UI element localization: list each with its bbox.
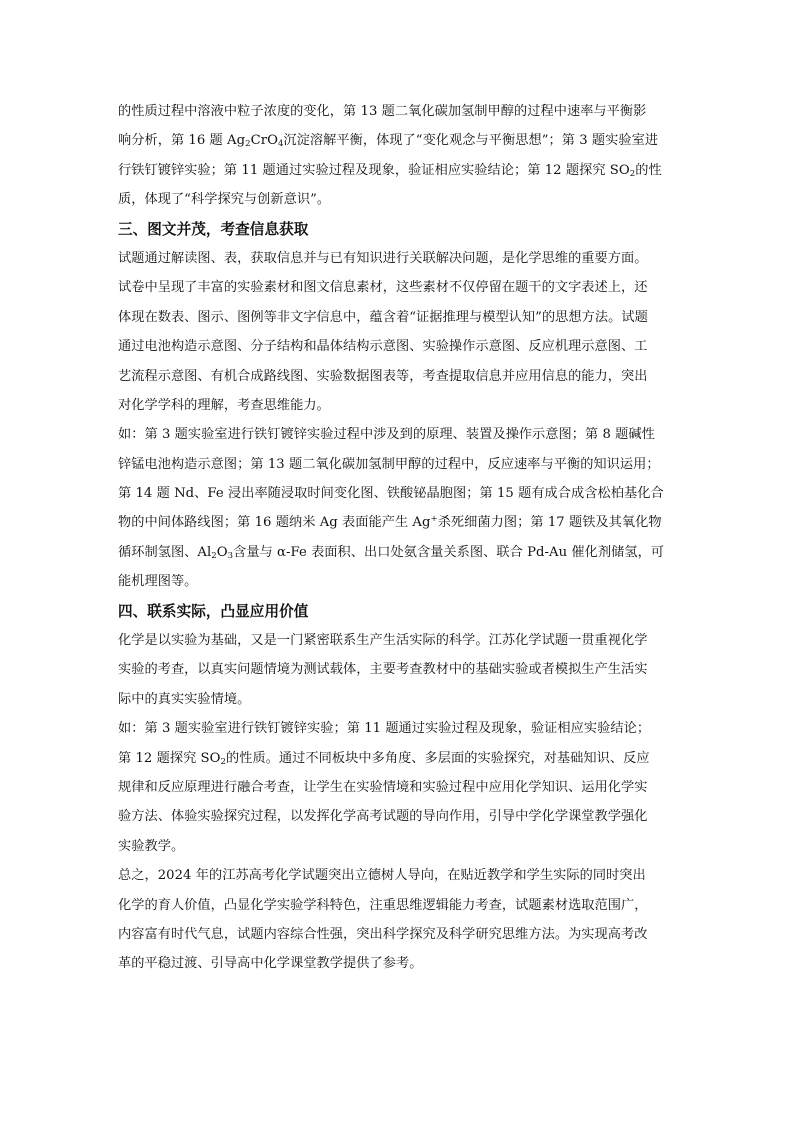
subscript: 3 xyxy=(227,550,234,561)
text-line: 内容富有时代气息，试题内容综合性强，突出科学探究及科学研究思维方法。为实现高考改 xyxy=(118,926,648,942)
text-span: O xyxy=(216,544,228,560)
text-line xyxy=(118,538,680,567)
text-line: 体现在数表、图示、图例等非文字信息中，蕴含着“证据推理与模型认知”的思想方法。试题 xyxy=(118,309,648,325)
text-span: 响分析，第 16 题 Ag xyxy=(118,133,246,149)
text-line: 对化学学科的理解，考查思维能力。 xyxy=(118,397,330,413)
superscript: + xyxy=(430,514,438,525)
text-line: 规律和反应原理进行融合考查，让学生在实验情境和实验过程中应用化学知识、运用化学实 xyxy=(118,779,648,795)
text-line xyxy=(118,508,680,537)
text-span: 沉淀溶解平衡，体现了“变化观念与平衡思想”；第 3 题实验室进 xyxy=(283,133,659,149)
text-line: 能机理图等。 xyxy=(118,574,198,590)
subscript: 2 xyxy=(245,139,251,150)
text-line: 第 14 题 Nd、Fe 浸出率随浸取时间变化图、铁酸铋晶胞图；第 15 题有成合成含松柏基化合 xyxy=(118,486,664,502)
text-line: 通过电池构造示意图、分子结构和晶体结构示意图、实验操作示意图、反应机理示意图、工 xyxy=(118,339,648,355)
text-span: CrO xyxy=(250,133,278,149)
text-span: 的性质。通过不同板块中多角度、多层面的实验探究，对基础知识、反应 xyxy=(225,750,650,766)
text-span: 行铁钉镀锌实验；第 11 题通过实验过程及现象，验证相应实验结论；第 12 题探究 SO xyxy=(118,162,630,178)
text-line xyxy=(118,156,680,185)
text-line: 际中的真实实验情境。 xyxy=(118,691,251,707)
text-span: 含量与 α-Fe 表面积、出口处氨含量关系图、联合 Pd-Au 催化剂储氢，可 xyxy=(233,544,665,560)
text-line xyxy=(118,185,680,214)
text-span: 的性 xyxy=(635,162,662,178)
section-heading: 四、联系实际，凸显应用价值 xyxy=(118,602,309,620)
document-body xyxy=(118,97,680,979)
text-line: 如：第 3 题实验室进行铁钉镀锌实验；第 11 题通过实验过程及现象，验证相应实验结论； xyxy=(118,721,651,737)
text-line: 总之，2024 年的江苏高考化学试题突出立德树人导向，在贴近教学和学生实际的同时突出 xyxy=(118,868,646,884)
text-span: 物的中间体路线图；第 16 题纳米 Ag 表面能产生 Ag xyxy=(118,515,431,531)
text-line xyxy=(118,97,680,126)
text-line: 试题通过解读图、表，获取信息并与已有知识进行关联解决问题，是化学思维的重要方面。 xyxy=(118,250,648,266)
text-line: 锌锰电池构造示意图；第 13 题二氧化碳加氢制甲醇的过程中，反应速率与平衡的知识运用； xyxy=(118,456,660,472)
text-line: 革的平稳过渡、引导高中化学课堂教学提供了参考。 xyxy=(118,956,423,972)
text-line xyxy=(118,744,680,773)
text-line: 实验的考查，以真实问题情境为测试载体，主要考查教材中的基础实验或者模拟生产生活实 xyxy=(118,662,648,678)
text-line: 验方法、体验实验探究过程，以发挥化学高考试题的导向作用，引导中学化学课堂教学强化 xyxy=(118,809,648,825)
text-span: 循环制氢图、Al xyxy=(118,544,212,560)
text-line: 艺流程示意图、有机合成路线图、实验数据图表等，考查提取信息并应用信息的能力，突出 xyxy=(118,368,648,384)
text-span: 杀死细菌力图；第 17 题铁及其氧化物 xyxy=(437,515,662,531)
subscript: 2 xyxy=(211,550,217,561)
text-line: 化学是以实验为基础，又是一门紧密联系生产生活实际的科学。江苏化学试题一贯重视化学 xyxy=(118,633,648,649)
subscript: 2 xyxy=(220,756,226,767)
text-line xyxy=(118,126,680,155)
text-line: 化学的育人价值，凸显化学实验学科特色，注重思维逻辑能力考查，试题素材选取范围广， xyxy=(118,897,648,913)
text-line: 实验教学。 xyxy=(118,838,185,854)
text-span: 的性质过程中溶液中粒子浓度的变化，第 13 题二氧化碳加氢制甲醇的过程中速率与平衡影 xyxy=(118,104,647,119)
section-heading: 三、图文并茂，考查信息获取 xyxy=(118,220,309,238)
text-span: 第 12 题探究 SO xyxy=(118,750,221,766)
text-line: 试卷中呈现了丰富的实验素材和图文信息素材，这些素材不仅停留在题干的文字表述上，还 xyxy=(118,280,648,296)
subscript: 4 xyxy=(277,139,284,150)
subscript: 2 xyxy=(629,168,636,179)
text-span: 质，体现了“科学探究与创新意识”。 xyxy=(118,192,331,208)
text-line: 如：第 3 题实验室进行铁钉镀锌实验过程中涉及到的原理、装置及操作示意图；第 8 题碱性 xyxy=(118,427,655,443)
